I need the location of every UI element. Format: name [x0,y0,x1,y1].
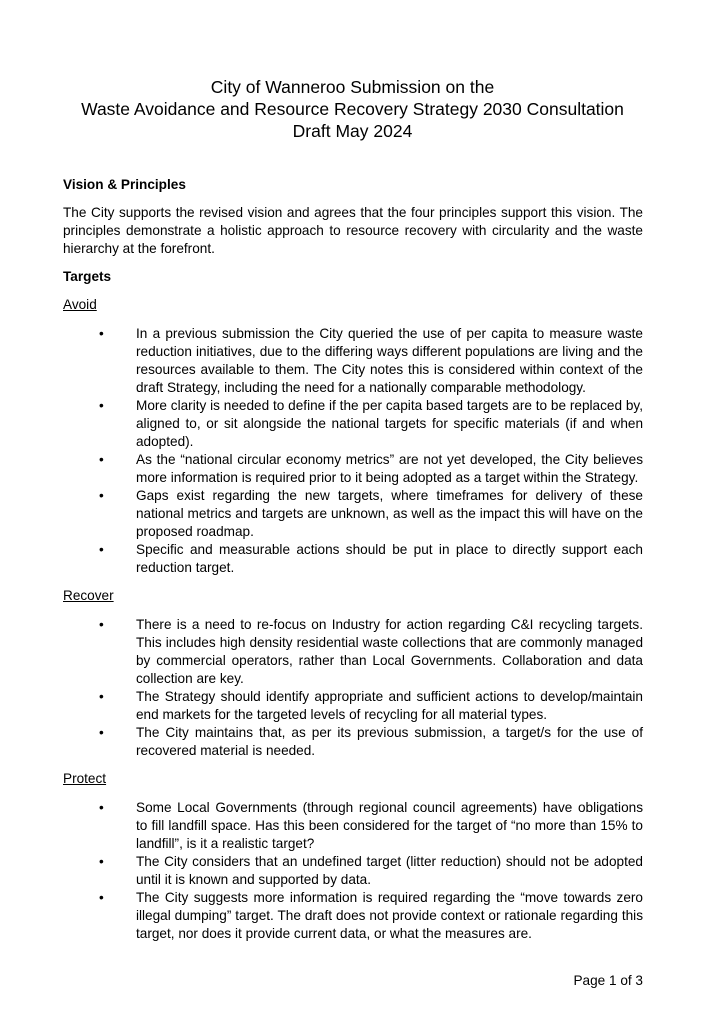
recover-item-3 [63,724,643,760]
bullet-icon: • [99,452,104,467]
recover-item-text: The Strategy should identify appropriate and sufficient actions to develop/maintain end markets for the targeted levels of recycling for all material types. [136,689,643,722]
bullet-icon: • [99,854,104,869]
bullet-icon: • [99,890,104,905]
bullet-icon: • [99,689,104,704]
bullet-icon: • [99,725,104,740]
recover-list [63,616,643,760]
protect-item-2 [63,853,643,889]
avoid-heading: Avoid [63,297,97,312]
avoid-item-3 [63,451,643,487]
title-line-2: Waste Avoidance and Resource Recovery Strategy 2030 Consultation [81,99,624,119]
avoid-item-2 [63,397,643,451]
protect-item-text: The City considers that an undefined target (litter reduction) should not be adopted until it is known and supported by data. [136,854,643,887]
recover-item-2 [63,688,643,724]
targets-heading: Targets [63,269,112,284]
recover-heading: Recover [63,588,114,603]
document-body [63,176,643,943]
bullet-icon: • [99,488,104,503]
document-title [0,76,705,142]
avoid-item-text: Specific and measurable actions should be put in place to directly support each reduction target. [136,542,643,575]
recover-item-text: The City maintains that, as per its previous submission, a target/s for the use of recovered material is needed. [136,725,643,758]
page-number: Page 1 of 3 [573,973,643,988]
avoid-item-text: Gaps exist regarding the new targets, where timeframes for delivery of these national metrics and targets are unknown, as well as the impact this will have on the proposed roadmap. [136,488,643,539]
avoid-list [63,325,643,577]
bullet-icon: • [99,800,104,815]
bullet-icon: • [99,617,104,632]
bullet-icon: • [99,326,104,341]
protect-item-text: Some Local Governments (through regional council agreements) have obligations to fill landfill space. Has this been considered for the target of “no more than 15% to landfill”, is it a realistic target? [136,800,643,851]
title-line-3: Draft May 2024 [292,121,413,141]
avoid-item-text: More clarity is needed to define if the per capita based targets are to be replaced by, aligned to, or sit alongside the national targets for specific materials (if and when adopted). [136,398,643,449]
title-line-1: City of Wanneroo Submission on the [210,77,495,97]
avoid-item-text: As the “national circular economy metrics” are not yet developed, the City believes more information is required prior to it being adopted as a target within the Strategy. [136,452,643,485]
vision-heading: Vision & Principles [63,177,186,192]
protect-heading: Protect [63,771,107,786]
protect-item-1 [63,799,643,853]
bullet-icon: • [99,398,104,413]
avoid-item-1 [63,325,643,397]
vision-paragraph: The City supports the revised vision and agrees that the four principles support this vision. The principles demonstrate a holistic approach to resource recovery with circularity and the waste hierarchy at the forefront. [63,205,643,256]
bullet-icon: • [99,542,104,557]
recover-item-1 [63,616,643,688]
avoid-item-4 [63,487,643,541]
recover-item-text: There is a need to re-focus on Industry for action regarding C&I recycling targets. This includes high density residential waste collections that are commonly managed by commercial operators, rather than Local Governments. Collaboration and data collection are key. [136,617,643,686]
protect-item-text: The City suggests more information is required regarding the “move towards zero illegal dumping” target. The draft does not provide context or rationale regarding this target, nor does it provide current data, or what the measures are. [136,890,643,941]
protect-list [63,799,643,943]
protect-item-3 [63,889,643,943]
avoid-item-text: In a previous submission the City queried the use of per capita to measure waste reduction initiatives, due to the differing ways different populations are living and the resources available to them. The City notes this is considered within context of the draft Strategy, including the need for a nationally comparable methodology. [136,326,643,395]
avoid-item-5 [63,541,643,577]
